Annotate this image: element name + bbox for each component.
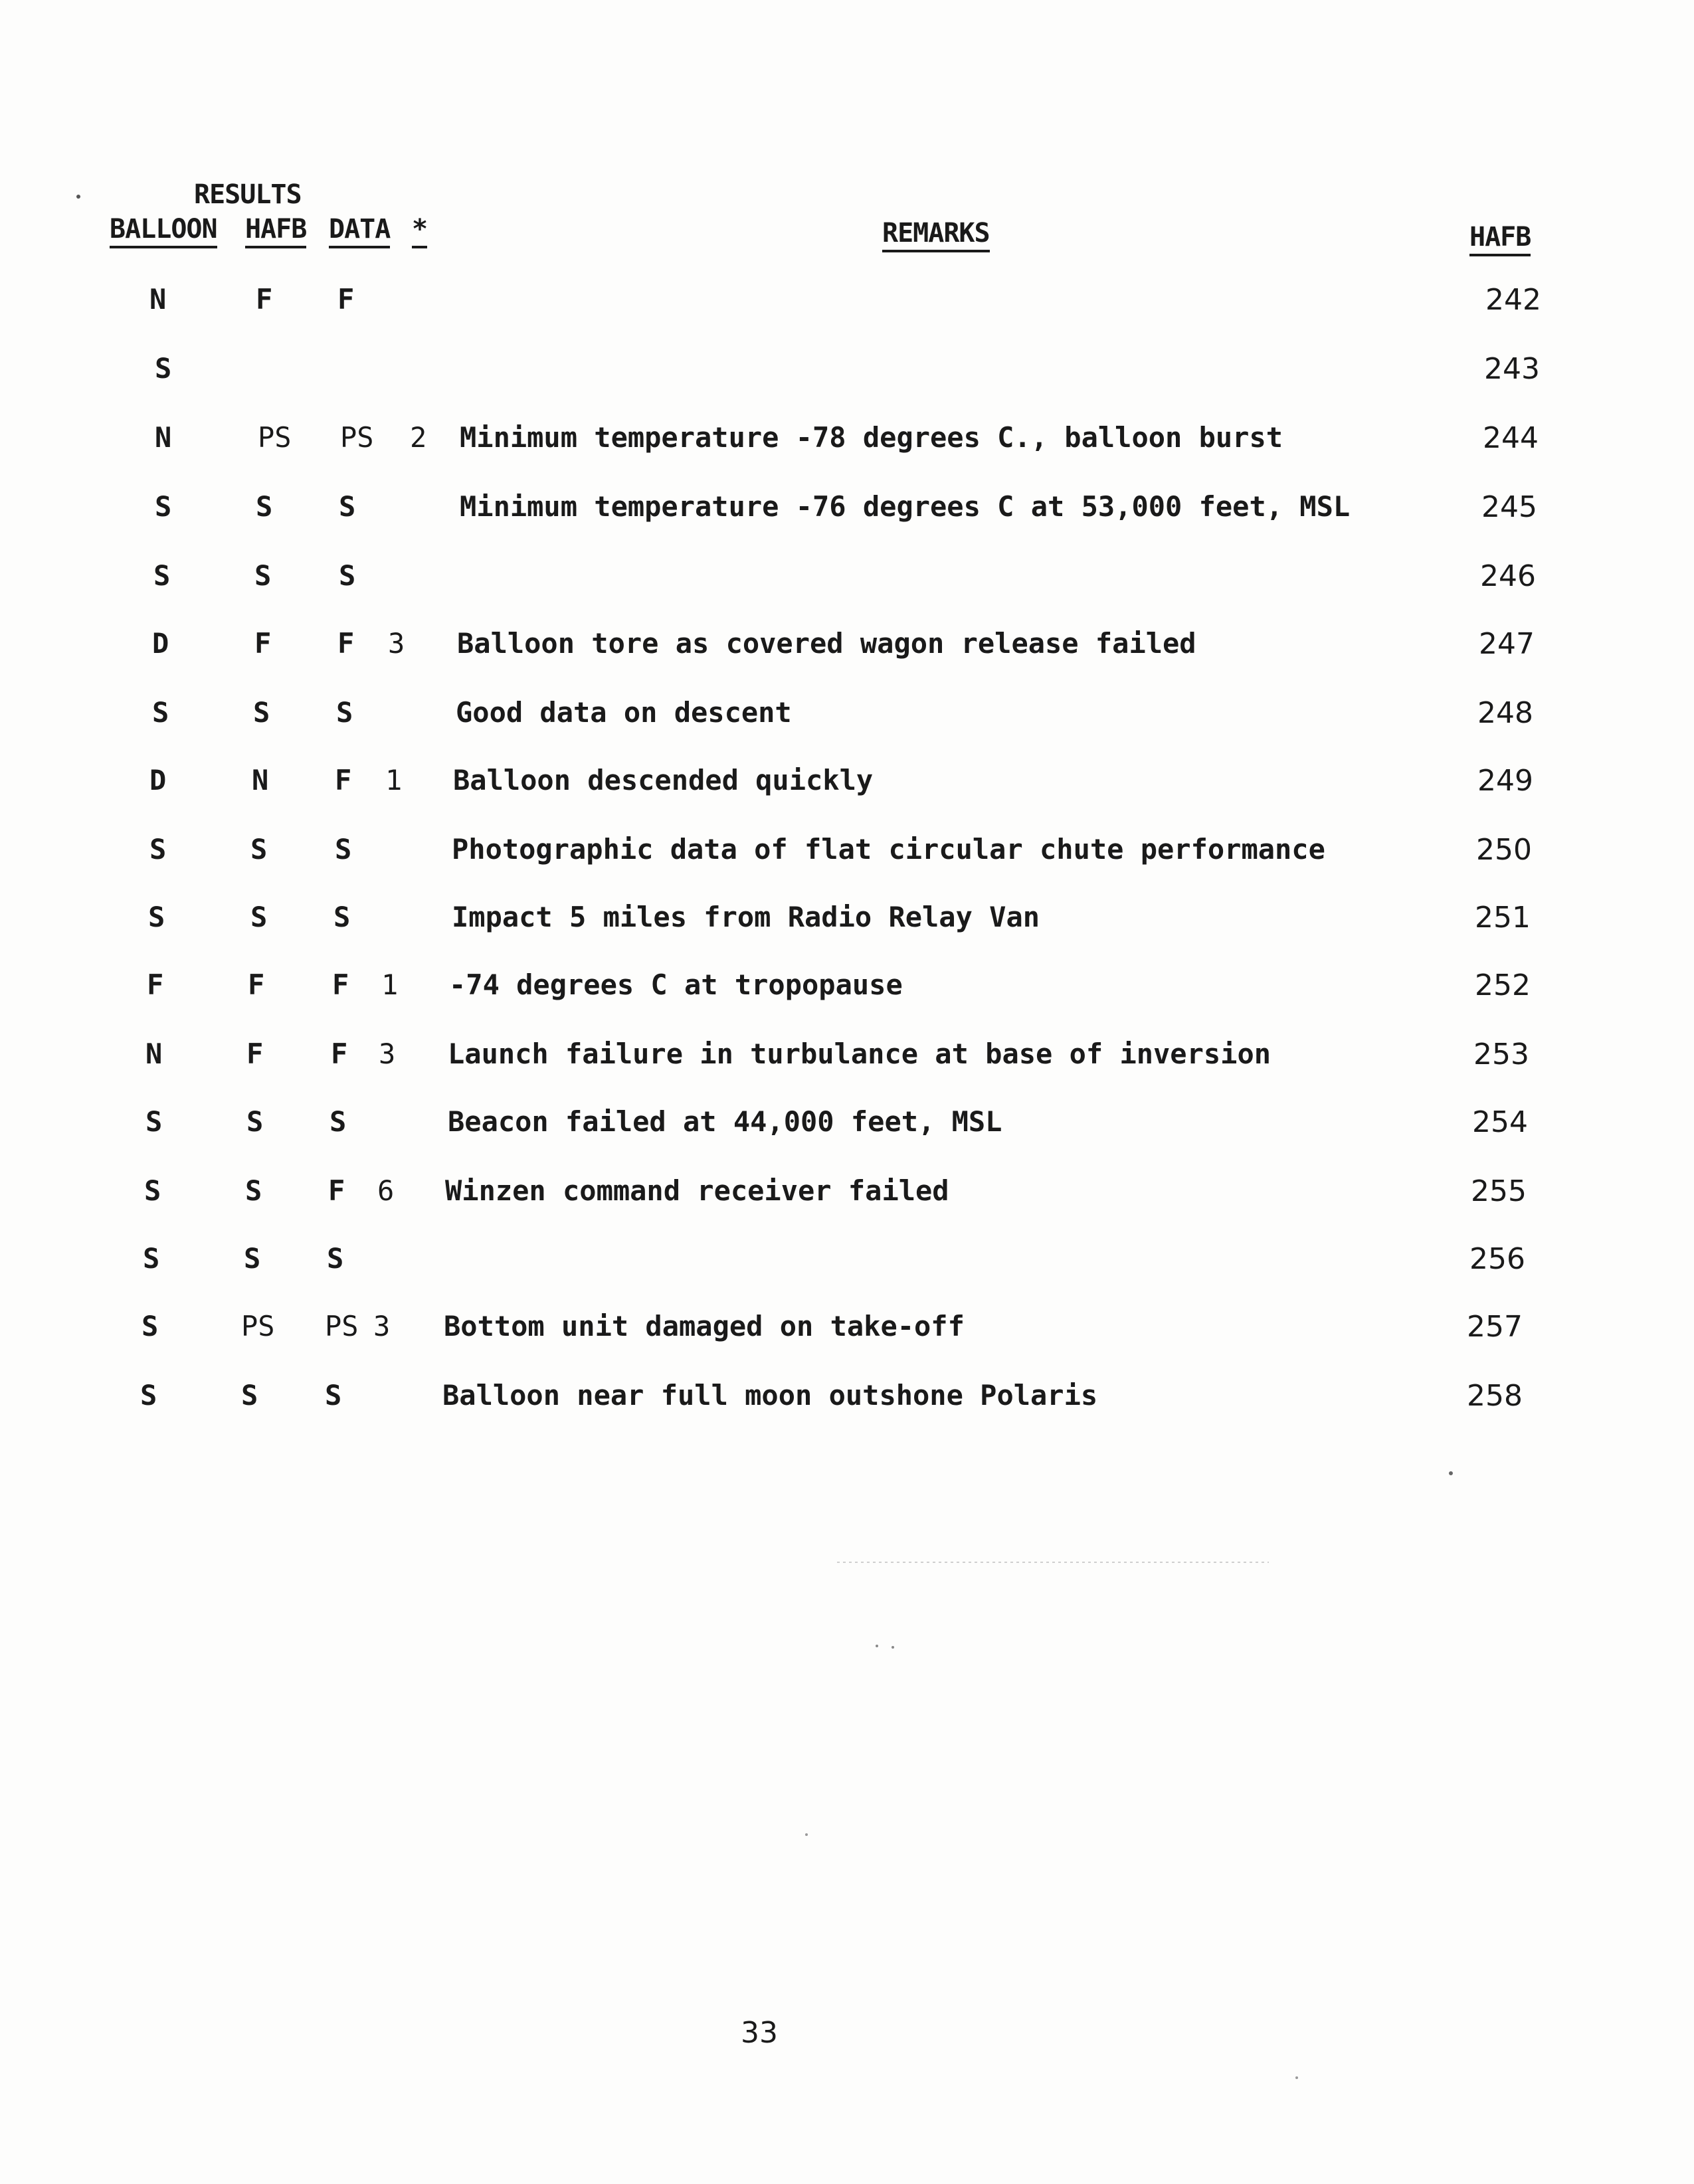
hafb-number: 254: [1472, 1105, 1528, 1139]
hafb-result: S: [254, 559, 272, 592]
hafb-result: F: [248, 968, 265, 1001]
data-result: PS: [325, 1310, 359, 1342]
remarks-text: Launch failure in turbulance at base of inversion: [448, 1038, 1271, 1070]
balloon-result: F: [147, 968, 164, 1001]
footnote-code: 2: [410, 421, 427, 454]
hafb-number: 244: [1483, 421, 1539, 455]
hafb-number: 257: [1467, 1310, 1523, 1344]
remarks-text: -74 degrees C at tropopause: [449, 968, 903, 1001]
hafb-number: 242: [1485, 283, 1541, 317]
balloon-result: N: [149, 283, 167, 316]
hafb-result: N: [252, 764, 269, 796]
remarks-text: Balloon descended quickly: [453, 764, 874, 796]
data-result: F: [337, 627, 355, 660]
hafb-number: 252: [1475, 968, 1531, 1002]
remarks-text: Minimum temperature -76 degrees C at 53,000 feet, MSL: [460, 490, 1351, 523]
balloon-result: S: [140, 1379, 157, 1411]
balloon-result: S: [155, 352, 172, 385]
remarks-text: Photographic data of flat circular chute performance: [452, 833, 1325, 865]
balloon-result: S: [141, 1310, 159, 1342]
column-header-star: *: [412, 214, 427, 248]
data-result: S: [336, 696, 353, 729]
balloon-result: S: [155, 490, 172, 523]
hafb-number: 248: [1477, 696, 1533, 730]
column-header-data: DATA: [329, 214, 390, 248]
hafb-result: S: [253, 696, 270, 729]
hafb-result: S: [246, 1105, 264, 1138]
footnote-code: 1: [381, 968, 399, 1001]
data-result: S: [329, 1105, 347, 1138]
page-number: 33: [741, 2016, 778, 2050]
column-header-remarks: REMARKS: [882, 218, 990, 252]
column-header-balloon: BALLOON: [110, 214, 217, 248]
footnote-code: 3: [373, 1310, 391, 1342]
data-result: F: [328, 1174, 345, 1207]
remarks-text: Balloon near full moon outshone Polaris: [442, 1379, 1098, 1411]
balloon-result: S: [143, 1242, 160, 1275]
hafb-number: 243: [1484, 352, 1540, 386]
results-label: RESULTS: [194, 179, 302, 210]
data-result: PS: [340, 421, 374, 454]
hafb-number: 249: [1477, 764, 1533, 798]
data-result: S: [339, 490, 356, 523]
hafb-result: S: [250, 901, 268, 933]
hafb-number: 251: [1475, 901, 1531, 935]
hafb-result: PS: [258, 421, 292, 454]
hafb-number: 247: [1479, 627, 1535, 661]
hafb-result: F: [246, 1038, 264, 1070]
balloon-result: N: [155, 421, 172, 454]
hafb-number: 258: [1467, 1379, 1523, 1413]
hafb-number: 246: [1480, 559, 1536, 593]
data-result: F: [331, 1038, 348, 1070]
balloon-result: S: [148, 901, 165, 933]
remarks-text: Balloon tore as covered wagon release failed: [457, 627, 1196, 660]
balloon-result: S: [145, 1105, 163, 1138]
hafb-number: 250: [1476, 833, 1532, 867]
hafb-number: 253: [1473, 1038, 1529, 1071]
hafb-result: S: [256, 490, 273, 523]
balloon-result: S: [144, 1174, 161, 1207]
data-result: S: [327, 1242, 344, 1275]
hafb-result: F: [256, 283, 273, 316]
column-header-hafb-number: HAFB: [1469, 222, 1531, 256]
data-result: S: [325, 1379, 342, 1411]
hafb-number: 256: [1469, 1242, 1525, 1276]
remarks-text: Good data on descent: [456, 696, 792, 729]
data-result: F: [332, 968, 349, 1001]
footnote-code: 3: [388, 627, 405, 660]
footnote-code: 1: [385, 764, 403, 796]
hafb-result: S: [244, 1242, 261, 1275]
data-result: F: [337, 283, 355, 316]
hafb-number: 255: [1471, 1174, 1527, 1208]
hafb-result: S: [245, 1174, 262, 1207]
remarks-text: Winzen command receiver failed: [445, 1174, 949, 1207]
column-header-hafb-result: HAFB: [245, 214, 306, 248]
balloon-result: S: [149, 833, 167, 865]
hafb-result: PS: [241, 1310, 275, 1342]
data-result: S: [335, 833, 352, 865]
balloon-result: N: [145, 1038, 163, 1070]
hafb-result: F: [254, 627, 272, 660]
remarks-text: Impact 5 miles from Radio Relay Van: [452, 901, 1040, 933]
data-result: F: [335, 764, 352, 796]
footnote-code: 3: [379, 1038, 396, 1070]
hafb-result: S: [241, 1379, 258, 1411]
balloon-result: D: [149, 764, 167, 796]
footnote-code: 6: [377, 1174, 395, 1207]
data-result: S: [333, 901, 351, 933]
remarks-text: Minimum temperature -78 degrees C., balloon burst: [460, 421, 1283, 454]
balloon-result: D: [152, 627, 169, 660]
remarks-text: Bottom unit damaged on take-off: [444, 1310, 965, 1342]
data-result: S: [339, 559, 356, 592]
hafb-number: 245: [1481, 490, 1537, 524]
balloon-result: S: [152, 696, 169, 729]
balloon-result: S: [153, 559, 171, 592]
hafb-result: S: [250, 833, 268, 865]
remarks-text: Beacon failed at 44,000 feet, MSL: [448, 1105, 1002, 1138]
